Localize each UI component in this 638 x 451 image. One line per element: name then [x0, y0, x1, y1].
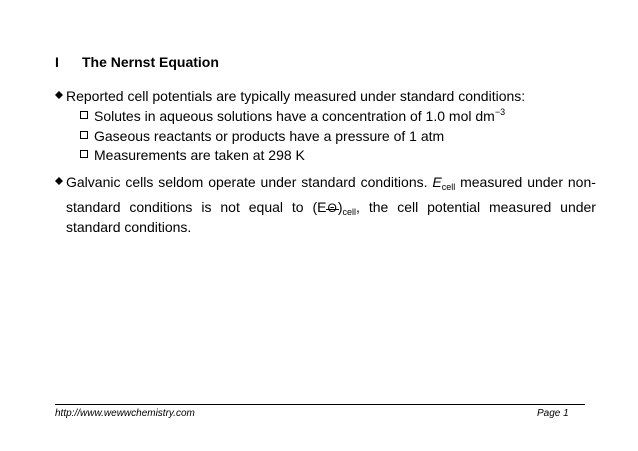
e-cell-symbol: [432, 174, 455, 190]
word: under: [527, 174, 564, 190]
word: under: [560, 199, 596, 215]
diamond-bullet-icon: [55, 91, 63, 99]
bullet-text: Reported cell potentials are typically measured under standard conditions:: [66, 88, 526, 104]
word: seldom: [158, 174, 204, 190]
diamond-bullet-icon: [55, 177, 63, 185]
sub-item-text: Gaseous reactants or products have a pressure of 1 atm: [94, 128, 445, 144]
square-bullet-icon: [80, 131, 88, 139]
word: to: [291, 199, 304, 215]
word: cell: [397, 199, 419, 215]
word: operate: [208, 174, 256, 190]
word: under: [260, 174, 297, 190]
e-symbol: E: [432, 174, 442, 190]
cell-subscript: cell: [441, 182, 456, 192]
word: potential: [427, 199, 481, 215]
section-heading: [55, 54, 219, 70]
word: is: [201, 199, 212, 215]
word: Galvanic: [66, 174, 121, 190]
paragraph-line-2: [66, 199, 596, 215]
footer-page-number: Page 1: [537, 408, 569, 419]
sub-item-temperature: [80, 147, 305, 163]
footer-url: http://www.wewwchemistry.com: [55, 408, 195, 419]
word: equal: [248, 199, 284, 215]
square-bullet-icon: [80, 111, 88, 119]
paren-open: (E: [312, 199, 327, 215]
sub-item-concentration: [80, 108, 505, 124]
section-number: I: [55, 54, 59, 70]
word: measured: [460, 174, 523, 190]
word: non-: [567, 174, 596, 190]
word: conditions: [129, 199, 193, 215]
word: standard: [66, 199, 121, 215]
word: the: [368, 199, 389, 215]
word: cells: [125, 174, 154, 190]
cell-subscript: cell: [342, 207, 357, 217]
paragraph-line-1: [66, 174, 596, 190]
square-bullet-icon: [80, 150, 88, 158]
paragraph-line-3: standard conditions.: [66, 219, 192, 235]
section-title: The Nernst Equation: [82, 54, 219, 70]
sub-item-pressure: [80, 128, 444, 144]
paren-close: ): [337, 199, 343, 215]
comma: ,: [356, 199, 360, 215]
standard-potential-symbol: [313, 199, 360, 215]
plimsoll-icon: Θ: [327, 201, 337, 215]
word: measured: [488, 199, 552, 215]
footer-divider: [55, 404, 585, 405]
sub-item-text: Measurements are taken at 298 K: [94, 147, 305, 163]
word: not: [220, 199, 240, 215]
word: conditions.: [360, 174, 428, 190]
unit-exponent: −3: [494, 107, 506, 117]
word: standard: [301, 174, 356, 190]
sub-item-text: Solutes in aqueous solutions have a concentration of 1.0 mol dm: [94, 108, 495, 124]
